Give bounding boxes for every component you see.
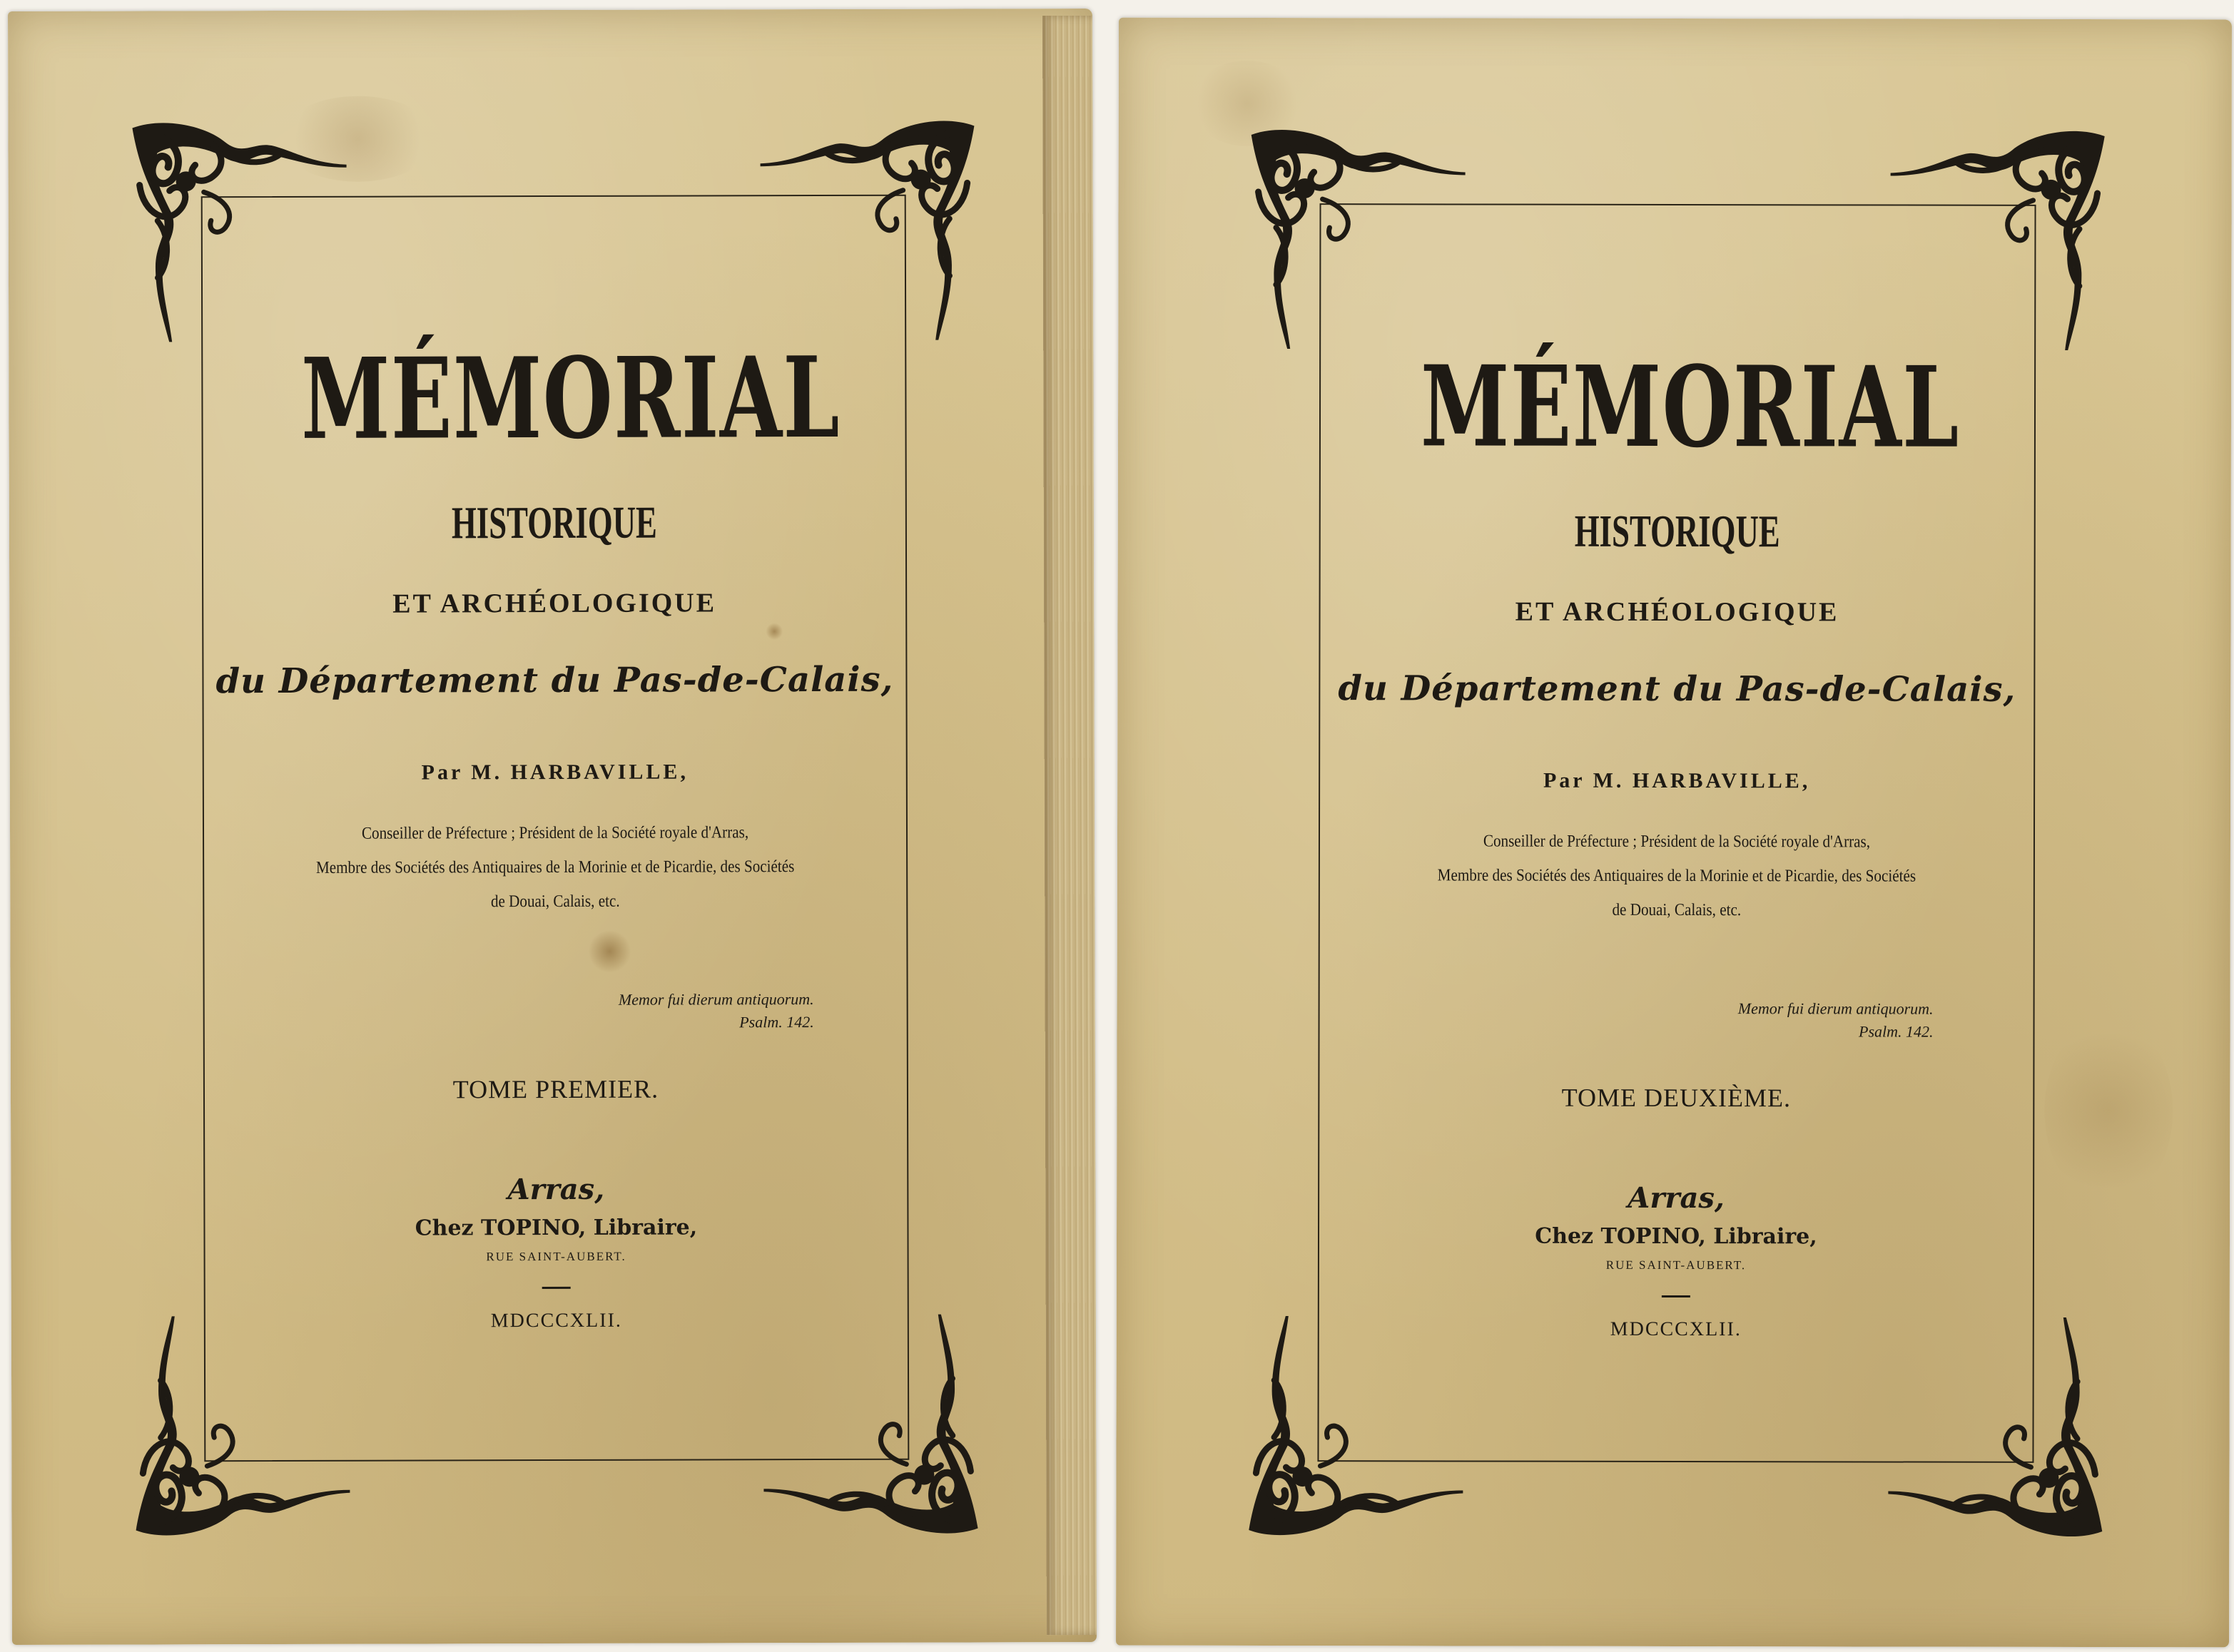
book-author: Par M. HARBAVILLE, bbox=[1543, 768, 1811, 793]
book-subtitle-historique: HISTORIQUE bbox=[1574, 505, 1780, 557]
tome-label: TOME DEUXIÈME. bbox=[1561, 1083, 1792, 1113]
epigraph bbox=[1738, 997, 1934, 1043]
ornament-corner-icon bbox=[1237, 121, 1473, 357]
tome-label: TOME PREMIER. bbox=[452, 1074, 659, 1104]
publisher-street: RUE SAINT-AUBERT. bbox=[486, 1249, 626, 1264]
ornament-corner-icon bbox=[1234, 1309, 1471, 1545]
divider-rule bbox=[542, 1287, 571, 1289]
page-edge bbox=[1042, 16, 1097, 1635]
publisher-city: Arras, bbox=[1628, 1181, 1725, 1215]
credentials-line-1: Conseiller de Préfecture ; Président de la Société royale d'Arras, bbox=[1483, 832, 1871, 852]
credentials-line-3: de Douai, Calais, etc. bbox=[490, 892, 620, 912]
credentials-line-2: Membre des Sociétés des Antiquaires de la Morinie et de Picardie, des Sociétés bbox=[315, 857, 795, 877]
book-title: MÉMORIAL bbox=[1420, 341, 1960, 473]
publisher-name: Chez TOPINO, Libraire, bbox=[1535, 1223, 1817, 1250]
book-cover-volume-1 bbox=[8, 9, 1097, 1645]
publication-year: MDCCCXLII. bbox=[490, 1309, 622, 1332]
book-subtitle-historique: HISTORIQUE bbox=[451, 496, 657, 549]
book-author: Par M. HARBAVILLE, bbox=[421, 760, 689, 785]
border-frame bbox=[1317, 203, 2036, 1463]
epigraph-text: Memor fui dierum antiquorum. bbox=[1737, 999, 1934, 1018]
book-title: MÉMORIAL bbox=[300, 332, 841, 464]
credentials-line-1: Conseiller de Préfecture ; Président de la Société royale d'Arras, bbox=[361, 823, 749, 843]
book-department: du Département du Pas-de-Calais, bbox=[1338, 668, 2016, 710]
publisher-street: RUE SAINT-AUBERT. bbox=[1605, 1258, 1747, 1273]
credentials-line-3: de Douai, Calais, etc. bbox=[1612, 900, 1742, 920]
book-department: du Département du Pas-de-Calais, bbox=[215, 659, 894, 702]
border-frame bbox=[201, 195, 910, 1462]
ornament-corner-icon bbox=[121, 1309, 357, 1545]
ornament-corner-icon bbox=[753, 111, 989, 347]
ornament-corner-icon bbox=[756, 1307, 992, 1543]
publisher-name: Chez TOPINO, Libraire, bbox=[415, 1215, 698, 1241]
epigraph-source: Psalm. 142. bbox=[1858, 1022, 1934, 1041]
credentials-line-2: Membre des Sociétés des Antiquaires de la Morinie et de Picardie, des Sociétés bbox=[1437, 866, 1916, 886]
stain bbox=[2044, 1018, 2173, 1203]
ornament-corner-icon bbox=[118, 113, 354, 350]
epigraph-source: Psalm. 142. bbox=[739, 1013, 814, 1031]
ornament-corner-icon bbox=[1881, 1310, 2117, 1546]
book-subtitle-archeologique: ET ARCHÉOLOGIQUE bbox=[392, 588, 717, 619]
divider-rule bbox=[1662, 1295, 1690, 1297]
publication-year: MDCCCXLII. bbox=[1610, 1317, 1742, 1341]
author-credentials bbox=[246, 815, 864, 919]
book-cover-volume-2 bbox=[1116, 18, 2232, 1648]
ornament-corner-icon bbox=[1883, 122, 2119, 358]
book-subtitle-archeologique: ET ARCHÉOLOGIQUE bbox=[1515, 596, 1839, 628]
epigraph bbox=[619, 988, 814, 1034]
author-credentials bbox=[1363, 824, 1991, 928]
publisher-city: Arras, bbox=[507, 1172, 605, 1207]
epigraph-text: Memor fui dierum antiquorum. bbox=[618, 990, 814, 1009]
